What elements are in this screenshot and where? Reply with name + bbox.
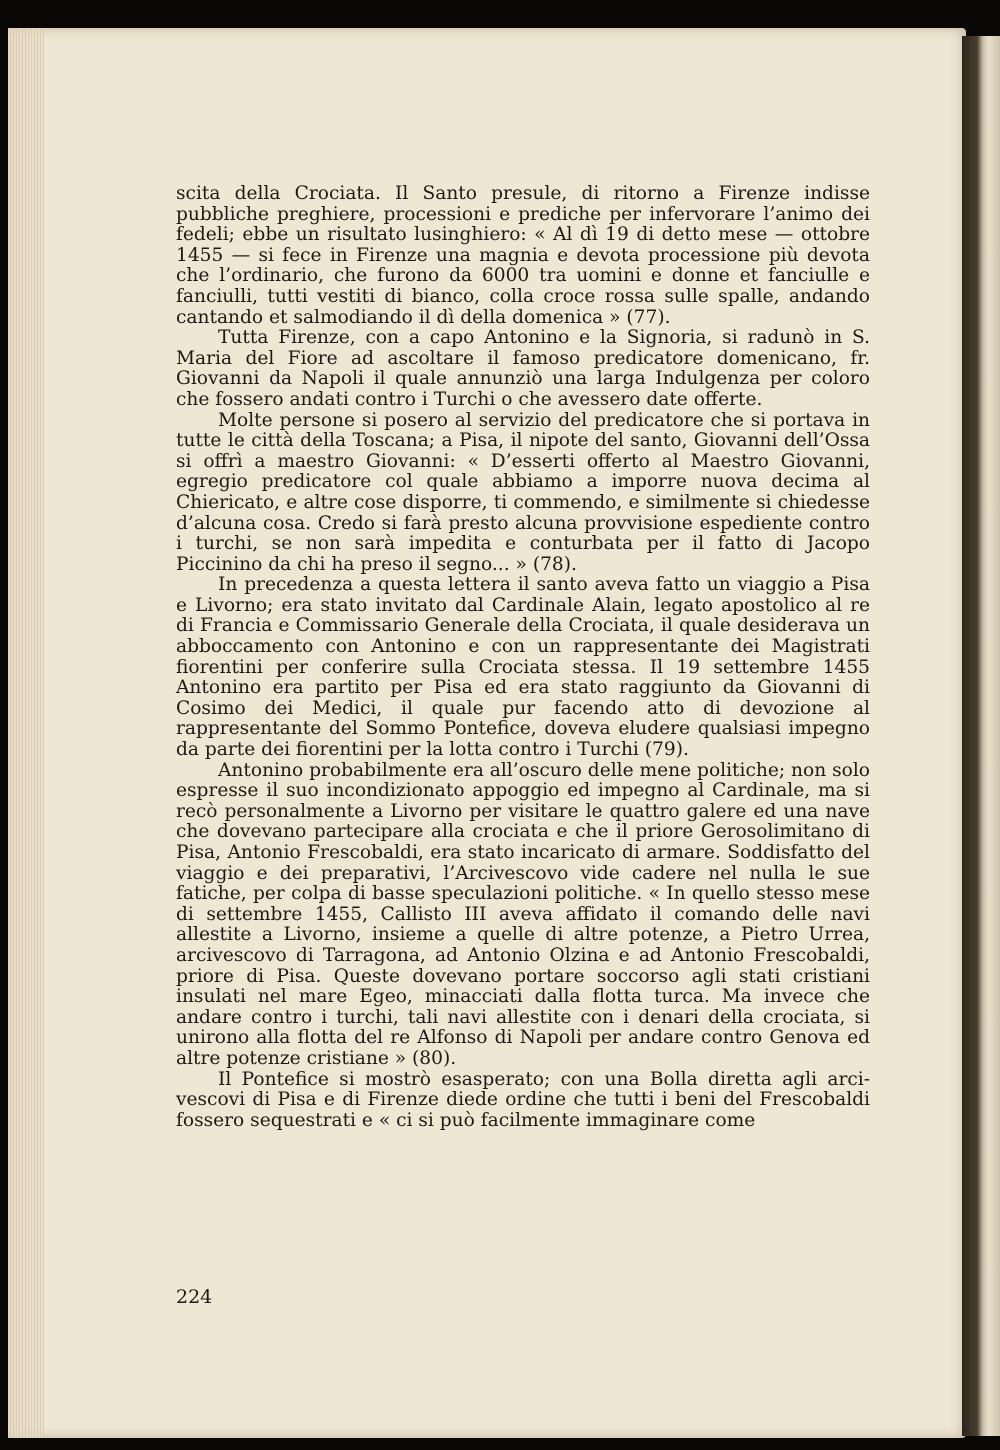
page-number: 224 xyxy=(176,1286,213,1308)
paragraph-3: Molte persone si posero al servizio del predicatore che si portava in tutte le città della Toscana; a Pisa, il nipote del santo, Giovanni dell’Ossa si offrì a maestro Giovanni: « D’esserti offerto al Maestro Giovanni, egregio predicatore col quale abbiamo a imporre nuova decima al Chiericato, e altre cose disporre, ti commendo, e similmente si chiedesse d’alcuna cosa. Credo si farà presto alcuna provvisione espediente contro i turchi, se non sarà impedita e conturbata per il fatto di Jacopo Piccinino da chi ha preso il segno... » (78). xyxy=(176,409,870,575)
paragraph-5: Antonino probabilmente era all’oscuro delle mene politiche; non solo espresse il suo incondizionato appoggio ed impegno al Cardinale, ma si recò personalmente a Livorno per visitare le quattro galere ed una nave che dovevano partecipare alla crociata e che il priore Gerosolimitano di Pisa, Antonio Frescobaldi, era stato incaricato di armare. Soddisfatto del viaggio e dei preparativi, l’Arcivescovo vide cadere nel nulla le sue fatiche, per colpa di basse speculazioni politiche. « In quello stesso mese di settembre 1455, Callisto III aveva affidato il comando delle navi allestite a Livorno, insieme a quelle di altre potenze, a Pietro Urrea, arcivescovo di Tarragona, ad Antonio Olzina e ad Antonio Frescobaldi, priore di Pisa. Queste dovevano portare soccorso agli stati cristiani insulati nel mare Egeo, minacciati dalla flotta turca. Ma invece che andare contro i turchi, tali navi allestite con i denari della crociata, si unirono alla flotta del re Alfonso di Napoli per andare contro Genova ed altre potenze cristiane » (80). xyxy=(176,759,870,1069)
paragraph-6: Il Pontefice si mostrò esasperato; con una Bolla diretta agli arcivescovi di Pisa e di Firenze diede ordine che tutti i beni del Frescobaldi fossero sequestrati e « ci si può facilmente immaginare come xyxy=(176,1068,870,1131)
paragraph-4: In precedenza a questa lettera il santo aveva fatto un viaggio a Pisa e Livorno; era stato invitato dal Cardinale Alain, legato apostolico al re di Francia e Commissario Generale della Crociata, il quale desiderava un abboccamento con Antonino e con un rappresentante dei Magistrati fiorentini per conferire sulla Crociata stessa. Il 19 settembre 1455 Antonino era partito per Pisa ed era stato raggiunto da Giovanni di Cosimo dei Medici, il quale pur facendo atto di devozione al rappresentante del Sommo Pontefice, doveva eludere qualsiasi impegno da parte dei fiorentini per la lotta contro i Turchi (79). xyxy=(176,574,870,761)
book-spine-edge xyxy=(962,36,1000,1436)
paragraph-2: Tutta Firenze, con a capo Antonino e la Signoria, si radunò in S. Maria del Fiore ad ascoltare il famoso predicatore domenicano, fr. Giovanni da Napoli il quale annunziò una larga Indulgenza per coloro che fossero andati contro i Turchi o che avessero date offerte. xyxy=(176,327,870,410)
paragraph-1: scita della Crociata. Il Santo presule, di ritorno a Firenze indisse pubbliche preghiere, processioni e prediche per infervorare l’animo dei fedeli; ebbe un risultato lusinghiero: « Al dì 19 di detto mese — ottobre 1455 — si fece in Firenze una magnia e devota processione più devota che l’ordinario, che furono da 6000 tra uomini e donne et fanciulle e fanciulli, tutti vestiti di bianco, colla croce rossa sulle spalle, andando cantando et salmodiando il dì della domenica » (77). xyxy=(176,183,870,328)
page-edges-decoration xyxy=(8,28,44,1438)
body-text xyxy=(176,184,870,1131)
